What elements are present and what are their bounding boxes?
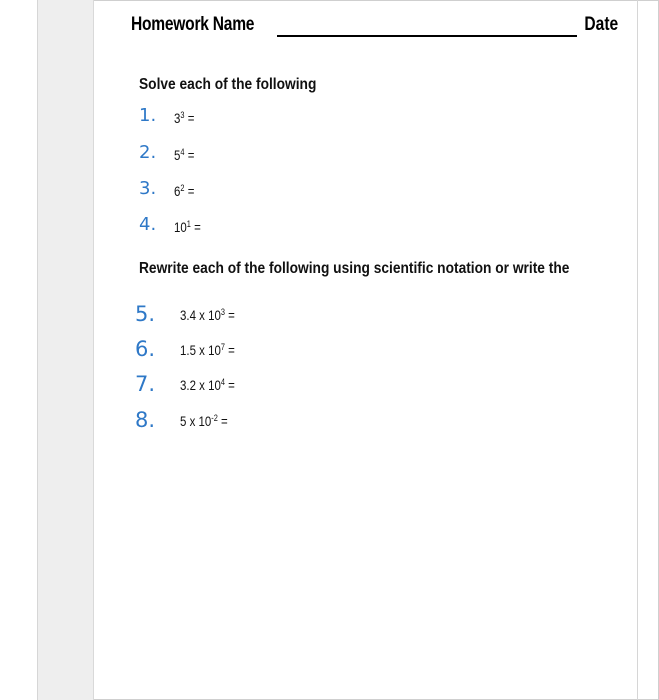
problem-expression: $3^3$ = bbox=[174, 110, 195, 126]
problem-expression: 3.4 x $10^3$ = bbox=[180, 307, 235, 323]
problem-expression: $10^1$ = bbox=[174, 219, 201, 235]
problem-number: 8. bbox=[135, 408, 156, 432]
problem-number: 2. bbox=[139, 142, 157, 163]
problem-expression: 3.2 x $10^4$ = bbox=[180, 377, 235, 393]
problem-number: 5. bbox=[135, 302, 156, 326]
name-blank-line bbox=[277, 35, 577, 37]
homework-name-label: Homework Name bbox=[131, 14, 255, 35]
problem-expression: 5 x $10^{-2}$ = bbox=[180, 413, 228, 429]
page-gutter bbox=[38, 0, 94, 700]
date-label: Date bbox=[584, 14, 618, 35]
problem-number: 7. bbox=[135, 372, 156, 396]
problem-number: 3. bbox=[139, 178, 157, 199]
problem-number: 6. bbox=[135, 337, 156, 361]
right-margin-line bbox=[637, 0, 638, 700]
problem-number: 1. bbox=[139, 105, 157, 126]
worksheet-header bbox=[131, 14, 618, 40]
left-margin bbox=[0, 0, 38, 700]
problem-expression: $6^2$ = bbox=[174, 183, 195, 199]
problem-number: 4. bbox=[139, 214, 157, 235]
problem-expression: $5^4$ = bbox=[174, 147, 195, 163]
section1-instruction: Solve each of the following bbox=[139, 76, 317, 93]
section2-instruction: Rewrite each of the following using scientific notation or write the bbox=[139, 260, 570, 277]
problem-expression: 1.5 x $10^7$ = bbox=[180, 342, 235, 358]
